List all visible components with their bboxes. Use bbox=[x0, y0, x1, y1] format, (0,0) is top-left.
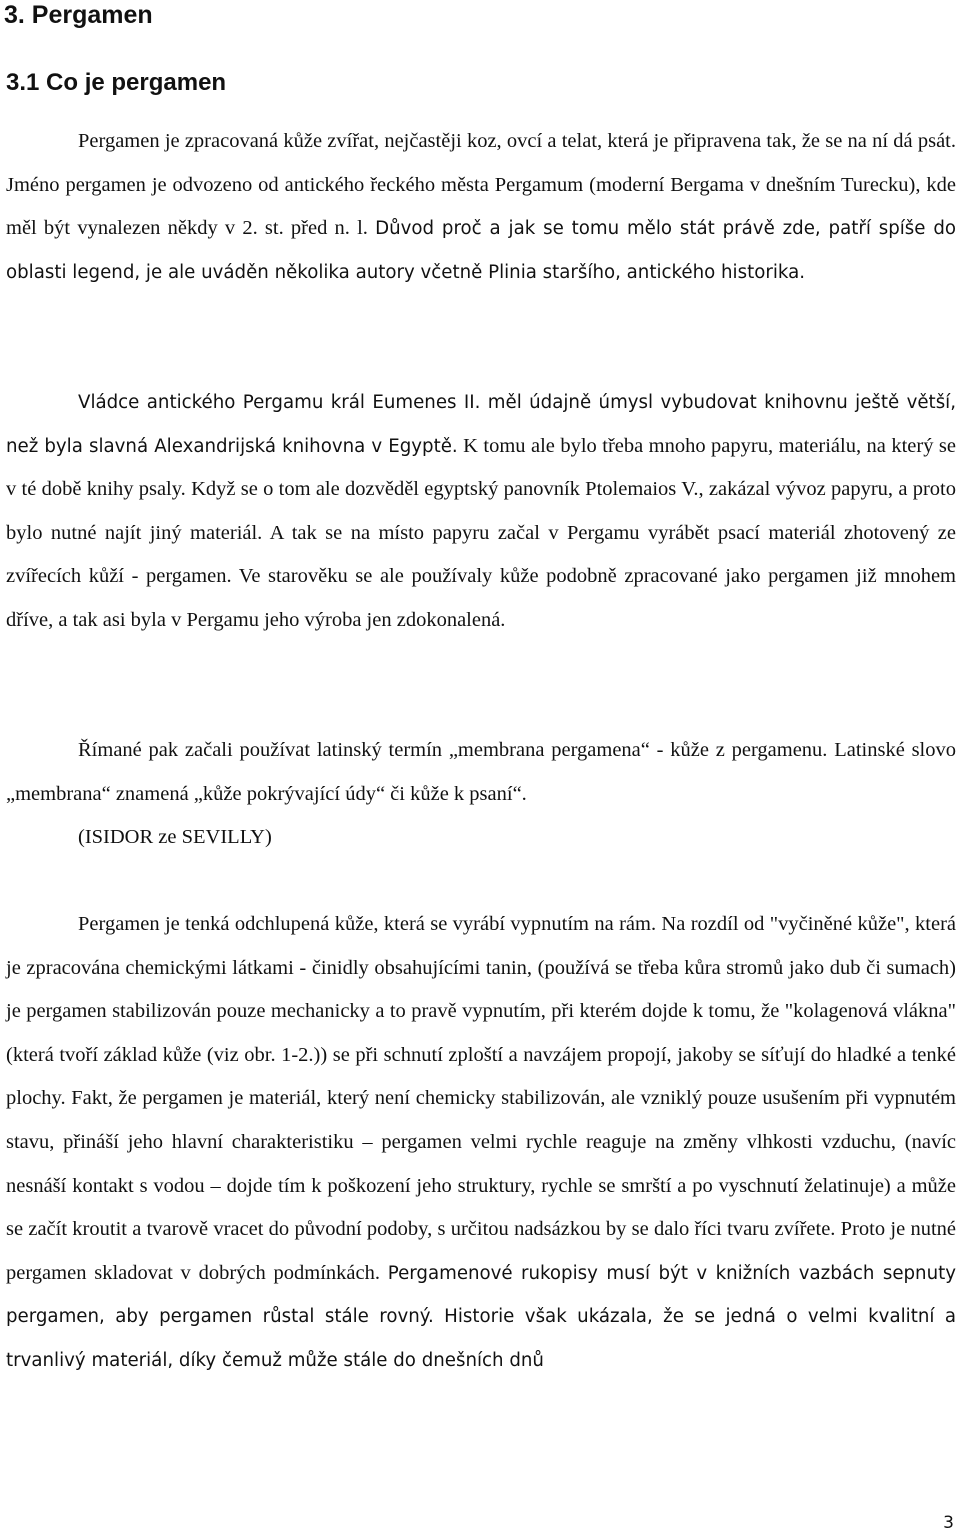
paragraph-text: Pergamen je zpracovaná kůže zvířat, nejčastěji koz, ovcí a telat, která je připravena tak, že se na ní dá psát. Jméno pergamen je odvozeno od antického řeckého města Pergamum (moderní Bergama v dnešním Turecku), kde měl být vynalezen někdy v 2. st. před n. l. bbox=[6, 130, 956, 240]
citation: (ISIDOR ze SEVILLY) bbox=[78, 826, 272, 848]
page-number: 3 bbox=[943, 1513, 954, 1533]
paragraph-what-is-parchment bbox=[6, 120, 956, 294]
paragraph-text: Důvod proč a jak se tomu mělo stát právě zde, patří spíše do oblasti legend, je ale uváděn několika autory včetně Plinia staršího, antického historika. bbox=[6, 218, 956, 283]
paragraph-text: Vládce antického Pergamu král Eumenes II. měl údajně úmysl vybudovat knihovnu ještě větší, než byla slavná Alexandrijská knihovna v Egyptě. bbox=[6, 392, 956, 457]
section-heading: 3.1 Co je pergamen bbox=[6, 69, 227, 96]
paragraph-text: Pergamenové rukopisy musí být v knižních vazbách sepnuty pergamen, aby pergamen růstal stále rovný. Historie však ukázala, že se jedná o velmi kvalitní a trvanlivý materiál, díky čemuž může stále do dnešních dnů bbox=[6, 1262, 957, 1371]
paragraph-text: Pergamen je tenká odchlupená kůže, která se vyrábí vypnutím na rám. Na rozdíl od "vyčiněné kůže", která je zpracována chemickými látkami - činidly obsahujícími tanin, (používá se třeba kůra stromů jako dub či sumach) je pergamen stabilizován pouze mechanicky a to pravě vypnutím, při kterém dojde k tomu, že "kolagenová vlákna" (která tvoří základ kůže (viz obr. 1-2.)) se při schnutí zploští a navzájem propojí, jakoby se síťují do hladké a tenké plochy. Fakt, že pergamen je materiál, který není chemicky stabilizován, ale vzniklý pouze usušením při vypnutém stavu, přináší jeho hlavní charakteristiku – pergamen velmi rychle reaguje na změny vlhkosti vzduchu, (navíc nesnáší kontakt s vodou – dojde tím k poškození jeho struktury, rychle se smrští a po vyschnutí želatinuje) a může se začít kroutit a tvarově vracet do původní podoby, s určitou nadsázkou by se dalo říci tvaru zvířete. Proto je nutné pergamen skladovat v dobrých podmínkách. bbox=[6, 913, 956, 1284]
paragraph-eumenes bbox=[6, 381, 956, 643]
paragraph-properties bbox=[6, 903, 956, 1383]
chapter-heading: 3. Pergamen bbox=[4, 1, 153, 29]
paragraph-romans: Římané pak začali používat latinský termín „membrana pergamena“ - kůže z pergamenu. Latinské slovo „membrana“ znamená „kůže pokrývající údy“ či kůže k psaní“. bbox=[6, 739, 956, 805]
paragraph-text: K tomu ale bylo třeba mnoho papyru, materiálu, na který se v té době knihy psaly. Když se o tom ale dozvěděl egyptský panovník Ptolemaios V., zakázal vývoz papyru, a proto bylo nutné najít jiný materiál. A tak se na místo papyru začal v Pergamu vyrábět psací materiál zhotovený ze zvířecích kůží - pergamen. Ve starověku se ale používaly kůže podobně zpracované jako pergamen již mnohem dříve, a tak asi byla v Pergamu jeho výroba jen zdokonalená. bbox=[6, 434, 956, 631]
